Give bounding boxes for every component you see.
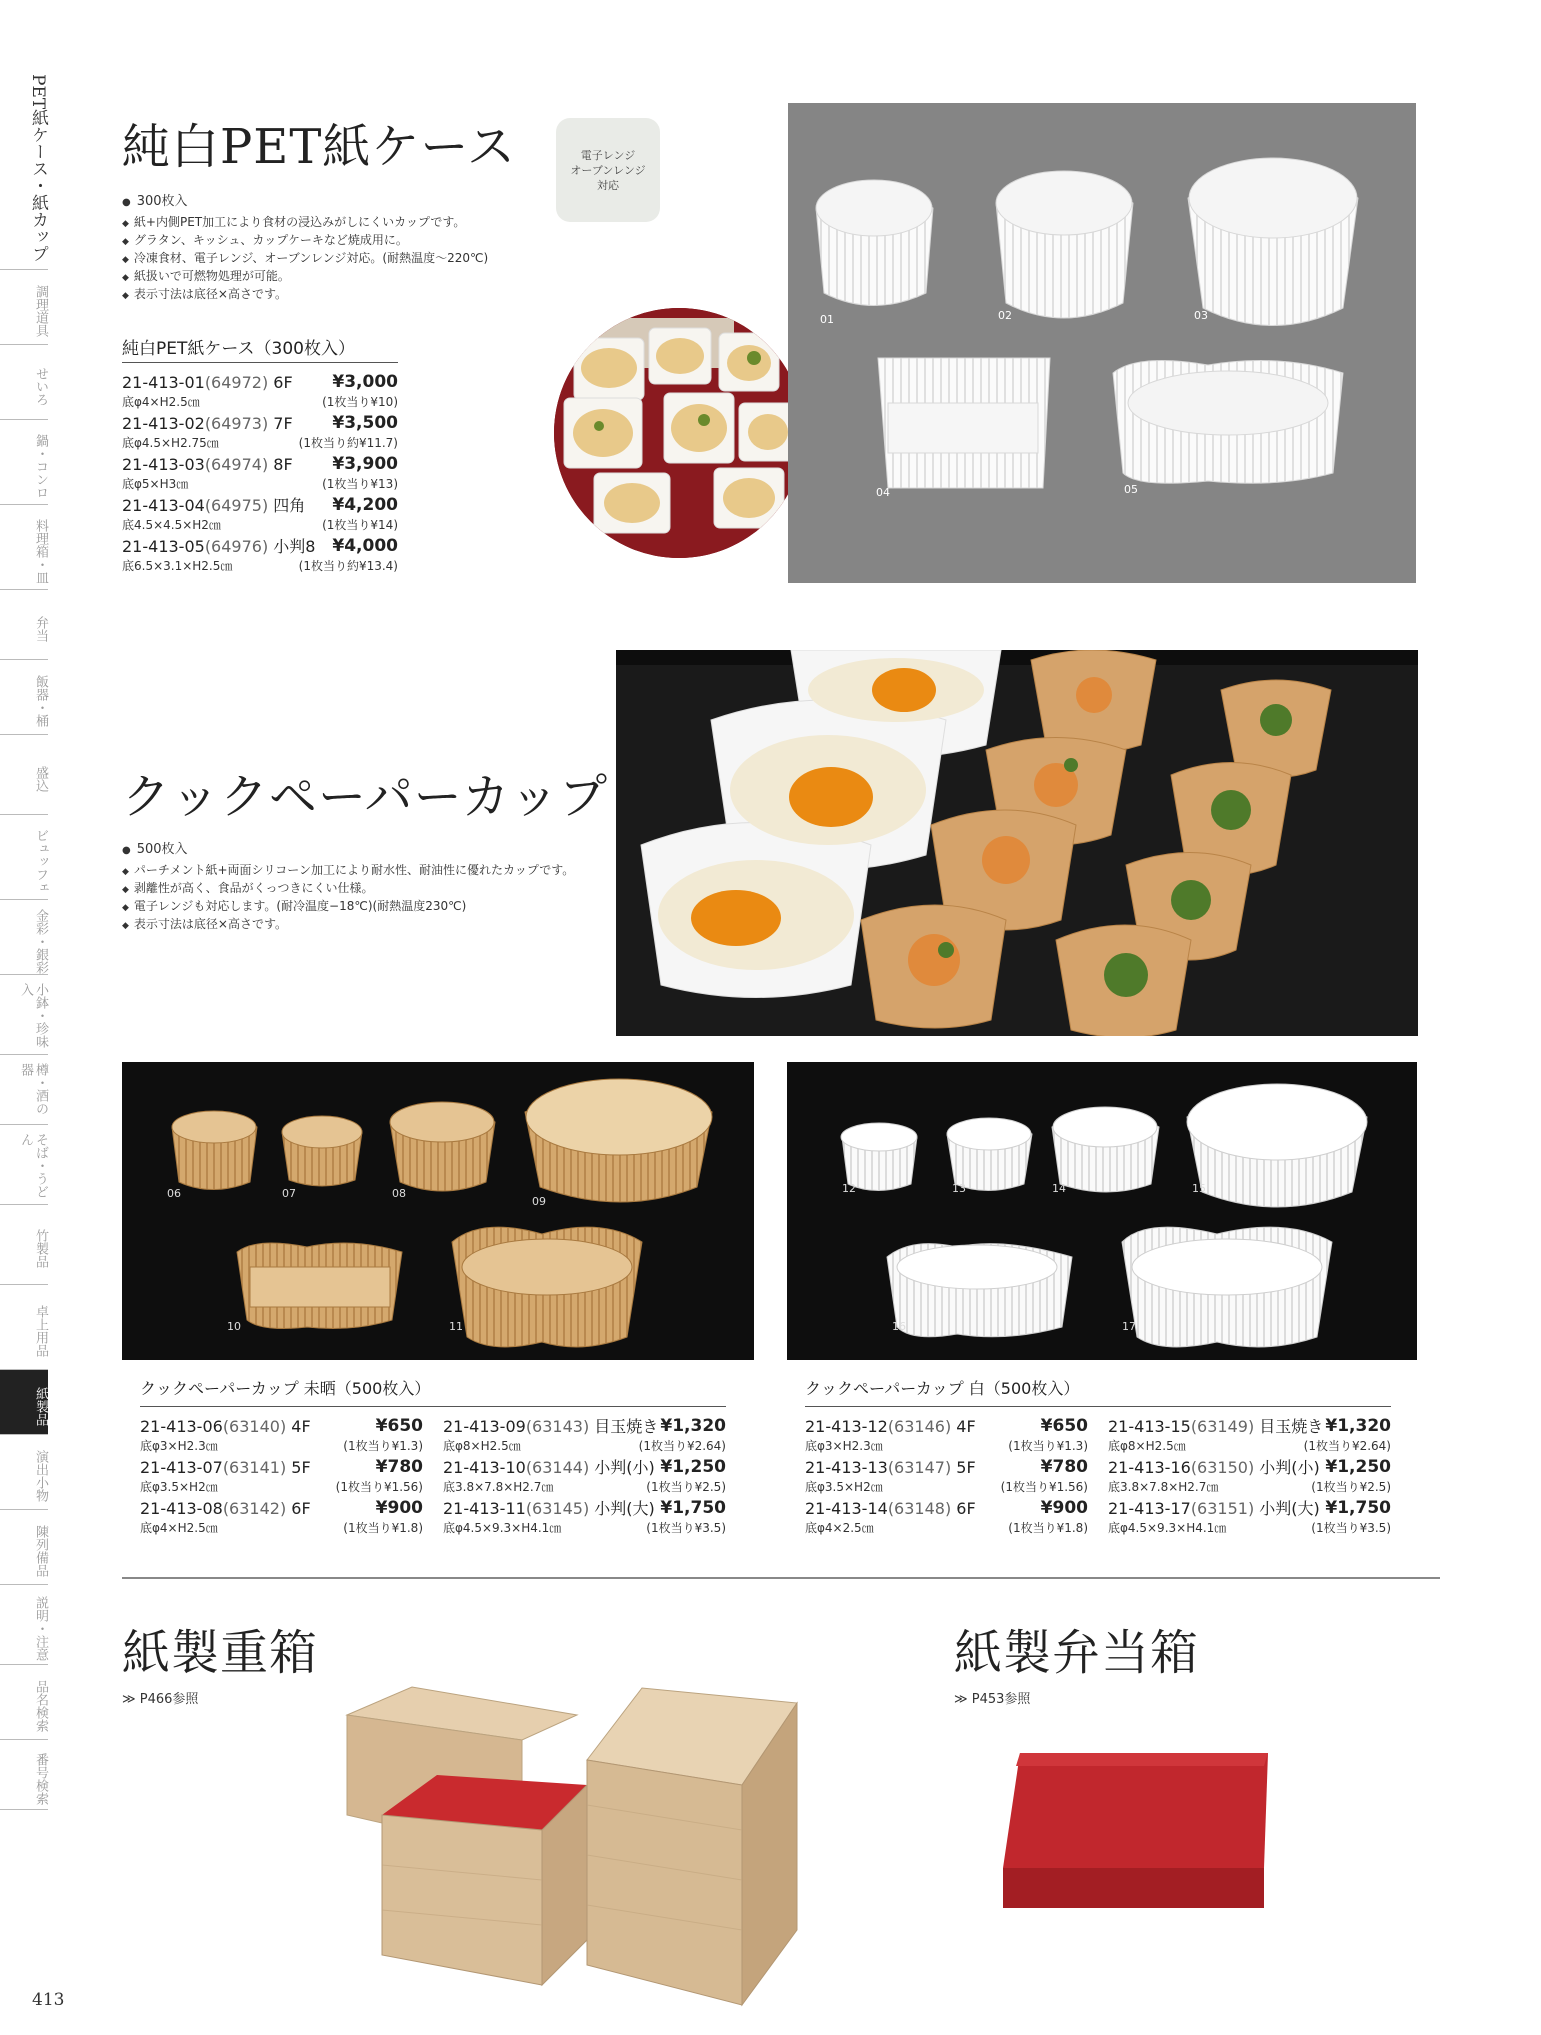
product-unit-price: (1枚当り¥3.5) <box>646 1521 726 1535</box>
product-unit-price: (1枚当り¥2.64) <box>1303 1439 1391 1453</box>
product-subcode: (63144) <box>525 1458 590 1477</box>
product-subcode: (63150) <box>1190 1458 1255 1477</box>
sidebar-item[interactable]: 竹製品 <box>0 1205 48 1285</box>
product-dims: 底φ3×H2.3㎝ <box>140 1439 218 1453</box>
bullet: ◆ 冷凍食材、電子レンジ、オーブンレンジ対応。(耐熱温度〜220℃) <box>122 250 542 268</box>
sidebar-item[interactable]: ビュッフェ <box>0 815 48 900</box>
sidebar-item[interactable]: 紙製品 <box>0 1370 48 1435</box>
product-dims: 底4.5×4.5×H2㎝ <box>122 518 221 532</box>
product-code: 21-413-17 <box>1108 1499 1191 1518</box>
product-subcode: (63142) <box>222 1499 287 1518</box>
cook-bullets <box>122 842 602 934</box>
kraft-product-list-left <box>140 1416 423 1539</box>
product-unit-price: (1枚当り¥2.5) <box>1311 1480 1391 1494</box>
product-row <box>140 1498 423 1539</box>
product-unit-price: (1枚当り¥14) <box>322 518 398 532</box>
product-unit-price: (1枚当り¥1.8) <box>343 1521 423 1535</box>
sidebar-item[interactable]: 鍋・コンロ <box>0 420 48 505</box>
bullet: ◆ 紙+内側PET加工により食材の浸込みがしにくいカップです。 <box>122 214 542 232</box>
ref-text: P453参照 <box>971 1692 1031 1707</box>
product-subcode: (64975) <box>204 496 269 515</box>
product-spec: 小判(小) <box>594 1458 655 1477</box>
product-spec: 小判(大) <box>594 1499 655 1518</box>
product-dims: 底3.8×7.8×H2.7㎝ <box>1108 1480 1219 1494</box>
product-spec: 6F <box>273 373 293 392</box>
svg-text:15: 15 <box>1192 1182 1206 1195</box>
bento-page-ref[interactable] <box>954 1688 1030 1707</box>
product-unit-price: (1枚当り¥3.5) <box>1311 1521 1391 1535</box>
svg-text:05: 05 <box>1124 483 1138 496</box>
product-code: 21-413-09 <box>443 1417 526 1436</box>
product-subcode: (63140) <box>222 1417 287 1436</box>
svg-text:17: 17 <box>1122 1320 1136 1333</box>
product-price: ¥1,750 <box>1325 1498 1391 1518</box>
svg-text:16: 16 <box>892 1320 906 1333</box>
product-unit-price: (1枚当り¥1.56) <box>335 1480 423 1494</box>
product-spec: 7F <box>273 414 293 433</box>
product-code: 21-413-14 <box>805 1499 888 1518</box>
svg-text:04: 04 <box>876 486 890 499</box>
sidebar-item[interactable]: 小鉢・珍味入 <box>0 975 48 1055</box>
svg-text:03: 03 <box>1194 309 1208 322</box>
product-spec: 目玉焼き <box>1259 1417 1324 1436</box>
svg-text:14: 14 <box>1052 1182 1066 1195</box>
product-row <box>443 1416 726 1457</box>
sidebar-item[interactable]: 料理箱・皿 <box>0 505 48 590</box>
svg-text:06: 06 <box>167 1187 181 1200</box>
product-dims: 底φ4.5×H2.75㎝ <box>122 436 219 450</box>
product-subcode: (63147) <box>887 1458 952 1477</box>
product-row <box>1108 1498 1391 1539</box>
product-price: ¥900 <box>375 1498 423 1518</box>
product-row <box>1108 1457 1391 1498</box>
product-spec: 5F <box>291 1458 311 1477</box>
product-spec: 小判8 <box>273 537 316 556</box>
product-price: ¥1,320 <box>660 1416 726 1436</box>
bento-box-photo <box>998 1748 1278 1918</box>
double-chevron-icon: ≫ <box>122 1692 140 1707</box>
product-subcode: (63151) <box>1190 1499 1255 1518</box>
product-row <box>805 1457 1088 1498</box>
product-unit-price: (1枚当り約¥11.7) <box>298 436 398 450</box>
divider <box>805 1406 1391 1407</box>
sidebar-item[interactable]: 品名検索 <box>0 1665 48 1740</box>
bullet: ◆ 電子レンジも対応します。(耐冷温度−18℃)(耐熱温度230℃) <box>122 898 602 916</box>
product-spec: 4F <box>291 1417 311 1436</box>
product-code: 21-413-15 <box>1108 1417 1191 1436</box>
microwave-badge <box>556 118 660 222</box>
product-code: 21-413-03 <box>122 455 205 474</box>
product-unit-price: (1枚当り¥1.56) <box>1000 1480 1088 1494</box>
svg-text:12: 12 <box>842 1182 856 1195</box>
white-cups-photo <box>787 1062 1417 1360</box>
product-subcode: (64974) <box>204 455 269 474</box>
product-code: 21-413-04 <box>122 496 205 515</box>
product-subcode: (63141) <box>222 1458 287 1477</box>
product-subcode: (64972) <box>204 373 269 392</box>
product-spec: 6F <box>956 1499 976 1518</box>
product-spec: 6F <box>291 1499 311 1518</box>
product-row <box>122 372 398 413</box>
product-row <box>805 1416 1088 1457</box>
sidebar-item[interactable]: 金彩・銀彩 <box>0 900 48 975</box>
product-dims: 底φ4.5×9.3×H4.1㎝ <box>1108 1521 1227 1535</box>
sidebar-item[interactable]: 演出小物 <box>0 1435 48 1510</box>
sidebar-item[interactable]: 弁当 <box>0 590 48 660</box>
jubako-page-ref[interactable] <box>122 1688 198 1707</box>
sidebar-item[interactable]: そば・うどん <box>0 1125 48 1205</box>
product-spec: 目玉焼き <box>594 1417 659 1436</box>
product-subcode: (63149) <box>1190 1417 1255 1436</box>
product-unit-price: (1枚当り¥2.64) <box>638 1439 726 1453</box>
sidebar-item[interactable]: せいろ <box>0 345 48 420</box>
product-row <box>1108 1416 1391 1457</box>
sidebar-item[interactable]: 盛込 <box>0 735 48 815</box>
pet-subtitle: 純白PET紙ケース（300枚入） <box>122 339 355 359</box>
product-price: ¥3,900 <box>332 454 398 474</box>
kraft-cups-photo <box>122 1062 754 1360</box>
product-code: 21-413-02 <box>122 414 205 433</box>
product-code: 21-413-10 <box>443 1458 526 1477</box>
bullet: ◆ 剥離性が高く、食品がくっつきにくい仕様。 <box>122 880 602 898</box>
bullet: ◆ 紙扱いで可燃物処理が可能。 <box>122 268 542 286</box>
product-code: 21-413-08 <box>140 1499 223 1518</box>
svg-text:01: 01 <box>820 313 834 326</box>
sidebar-item[interactable]: PET紙ケース・紙カップ <box>0 60 48 270</box>
product-dims: 底φ4.5×9.3×H4.1㎝ <box>443 1521 562 1535</box>
jubako-photo <box>342 1685 804 2015</box>
gratin-photo <box>554 308 804 558</box>
product-unit-price: (1枚当り¥1.3) <box>1008 1439 1088 1453</box>
product-price: ¥3,000 <box>332 372 398 392</box>
bullet: ◆ 表示寸法は底径×高さです。 <box>122 286 542 304</box>
product-spec: 小判(大) <box>1259 1499 1320 1518</box>
product-spec: 5F <box>956 1458 976 1477</box>
product-row <box>443 1498 726 1539</box>
product-dims: 底φ3×H2.3㎝ <box>805 1439 883 1453</box>
product-code: 21-413-13 <box>805 1458 888 1477</box>
svg-text:02: 02 <box>998 309 1012 322</box>
product-unit-price: (1枚当り¥2.5) <box>646 1480 726 1494</box>
product-row <box>805 1498 1088 1539</box>
product-unit-price: (1枚当り¥1.8) <box>1008 1521 1088 1535</box>
product-row <box>443 1457 726 1498</box>
double-chevron-icon: ≫ <box>954 1692 972 1707</box>
pack-size: ● 300枚入 <box>122 194 542 211</box>
product-code: 21-413-11 <box>443 1499 526 1518</box>
product-row <box>140 1457 423 1498</box>
badge-line: オーブンレンジ <box>570 163 646 177</box>
sidebar-item[interactable]: 番号検索 <box>0 1740 48 1810</box>
product-unit-price: (1枚当り¥1.3) <box>343 1439 423 1453</box>
bento-title: 紙製弁当箱 <box>954 1625 1200 1681</box>
product-subcode: (64976) <box>204 537 269 556</box>
white-product-list-left <box>805 1416 1088 1539</box>
pack-size: ● 500枚入 <box>122 842 602 859</box>
page-number: 413 <box>32 1990 65 2010</box>
product-price: ¥1,250 <box>660 1457 726 1477</box>
section-divider <box>122 1577 1440 1579</box>
pet-product-list <box>122 372 398 577</box>
pet-cases-photo <box>788 103 1416 583</box>
product-row <box>140 1416 423 1457</box>
ref-text: P466参照 <box>139 1692 199 1707</box>
product-dims: 底6.5×3.1×H2.5㎝ <box>122 559 233 573</box>
product-spec: 4F <box>956 1417 976 1436</box>
white-product-list-right <box>1108 1416 1391 1539</box>
jubako-title: 紙製重箱 <box>122 1625 319 1681</box>
white-subtitle: クックペーパーカップ 白（500枚入） <box>805 1379 1080 1398</box>
product-dims: 底3.8×7.8×H2.7㎝ <box>443 1480 554 1494</box>
product-code: 21-413-05 <box>122 537 205 556</box>
product-price: ¥4,000 <box>332 536 398 556</box>
kraft-product-list-right <box>443 1416 726 1539</box>
product-price: ¥650 <box>375 1416 423 1436</box>
product-spec: 小判(小) <box>1259 1458 1320 1477</box>
cook-section-title: クックペーパーカップ <box>122 769 609 825</box>
product-spec: 四角 <box>273 496 306 515</box>
product-price: ¥780 <box>375 1457 423 1477</box>
product-code: 21-413-06 <box>140 1417 223 1436</box>
product-code: 21-413-12 <box>805 1417 888 1436</box>
cook-food-photo <box>616 650 1418 1036</box>
product-dims: 底φ5×H3㎝ <box>122 477 189 491</box>
product-code: 21-413-07 <box>140 1458 223 1477</box>
sidebar-item[interactable]: 調理道具 <box>0 270 48 345</box>
product-dims: 底φ3.5×H2㎝ <box>140 1480 218 1494</box>
product-price: ¥1,250 <box>1325 1457 1391 1477</box>
svg-text:07: 07 <box>282 1187 296 1200</box>
kraft-subtitle: クックペーパーカップ 未晒（500枚入） <box>140 1379 431 1398</box>
svg-text:09: 09 <box>532 1195 546 1208</box>
product-row <box>122 495 398 536</box>
svg-text:08: 08 <box>392 1187 406 1200</box>
product-spec: 8F <box>273 455 293 474</box>
product-row <box>122 536 398 577</box>
product-code: 21-413-16 <box>1108 1458 1191 1477</box>
product-price: ¥3,500 <box>332 413 398 433</box>
product-price: ¥650 <box>1040 1416 1088 1436</box>
product-subcode: (63148) <box>887 1499 952 1518</box>
bullet: ◆ グラタン、キッシュ、カップケーキなど焼成用に。 <box>122 232 542 250</box>
product-unit-price: (1枚当り¥10) <box>322 395 398 409</box>
product-dims: 底φ4×2.5㎝ <box>805 1521 874 1535</box>
bullet: ◆ パーチメント紙+両面シリコーン加工により耐水性、耐油性に優れたカップです。 <box>122 862 602 880</box>
divider <box>140 1406 726 1407</box>
sidebar-item[interactable]: 樽・酒の器 <box>0 1055 48 1125</box>
pet-bullets <box>122 194 542 304</box>
badge-line: 対応 <box>597 178 619 192</box>
badge-line: 電子レンジ <box>580 148 636 162</box>
pet-section-title: 純白PET紙ケース <box>122 119 516 175</box>
bullet: ◆ 表示寸法は底径×高さです。 <box>122 916 602 934</box>
sidebar-item[interactable]: 説明・注意 <box>0 1585 48 1665</box>
product-unit-price: (1枚当り約¥13.4) <box>298 559 398 573</box>
sidebar-item[interactable]: 卓上用品 <box>0 1285 48 1370</box>
product-dims: 底φ3.5×H2㎝ <box>805 1480 883 1494</box>
product-dims: 底φ4×H2.5㎝ <box>122 395 200 409</box>
sidebar-item[interactable]: 陳列備品 <box>0 1510 48 1585</box>
svg-text:11: 11 <box>449 1320 463 1333</box>
product-code: 21-413-01 <box>122 373 205 392</box>
product-unit-price: (1枚当り¥13) <box>322 477 398 491</box>
product-price: ¥4,200 <box>332 495 398 515</box>
product-price: ¥1,320 <box>1325 1416 1391 1436</box>
product-subcode: (64973) <box>204 414 269 433</box>
product-price: ¥1,750 <box>660 1498 726 1518</box>
sidebar-item[interactable]: 飯器・桶 <box>0 660 48 735</box>
product-row <box>122 454 398 495</box>
product-subcode: (63143) <box>525 1417 590 1436</box>
product-row <box>122 413 398 454</box>
product-price: ¥780 <box>1040 1457 1088 1477</box>
product-price: ¥900 <box>1040 1498 1088 1518</box>
svg-text:10: 10 <box>227 1320 241 1333</box>
product-subcode: (63145) <box>525 1499 590 1518</box>
svg-text:13: 13 <box>952 1182 966 1195</box>
product-subcode: (63146) <box>887 1417 952 1436</box>
product-dims: 底φ4×H2.5㎝ <box>140 1521 218 1535</box>
product-dims: 底φ8×H2.5㎝ <box>1108 1439 1186 1453</box>
divider <box>122 362 398 363</box>
product-dims: 底φ8×H2.5㎝ <box>443 1439 521 1453</box>
